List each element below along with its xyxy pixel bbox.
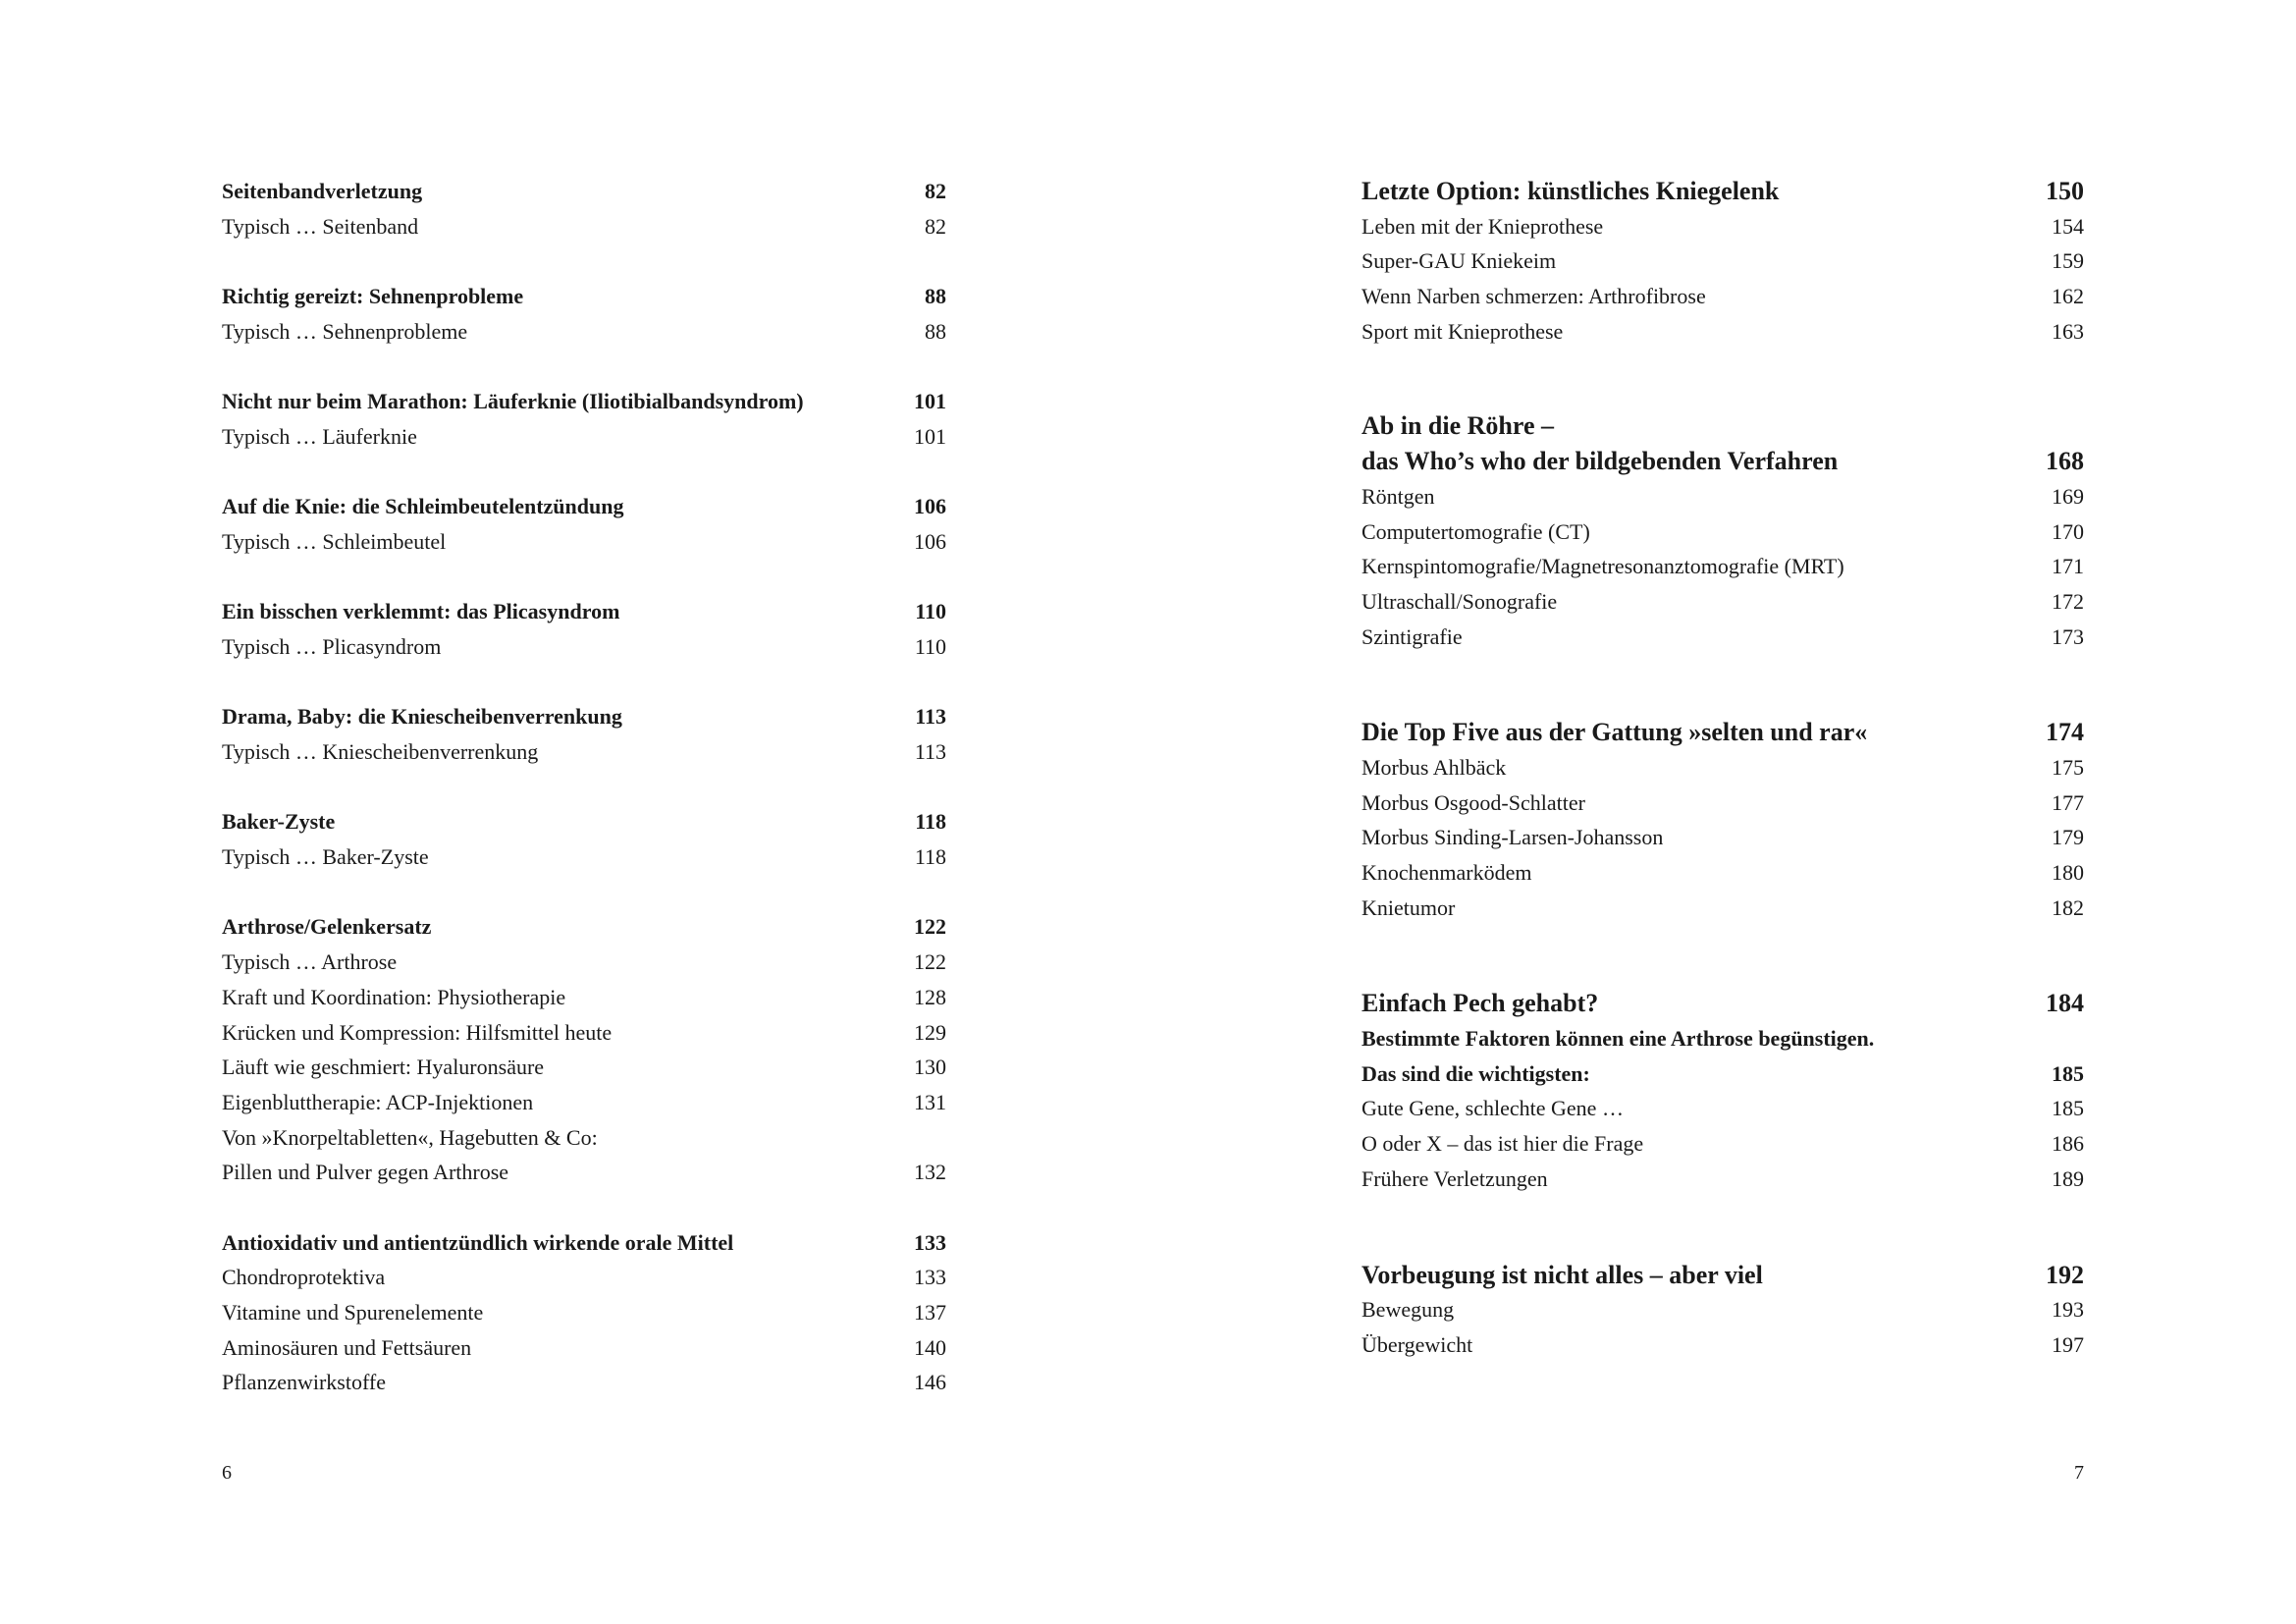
- toc-entry-page: 122: [914, 949, 946, 975]
- toc-entry-page: 88: [925, 284, 946, 309]
- toc-heading-entry: [1362, 174, 2084, 209]
- toc-entry: [1362, 1162, 2084, 1197]
- toc-entry: [1362, 479, 2084, 514]
- section-spacer: [222, 770, 946, 805]
- toc-entry: [1362, 514, 2084, 550]
- toc-heading-entry: [1362, 715, 2084, 750]
- toc-section: [222, 594, 946, 664]
- toc-entry: [222, 629, 946, 665]
- toc-entry-title: Läuft wie geschmiert: Hyaluronsäure: [222, 1055, 545, 1080]
- toc-entry-title: Auf die Knie: die Schleimbeutelentzündung: [222, 494, 624, 519]
- toc-entry-page: 110: [914, 633, 946, 659]
- toc-entry-page: 184: [2046, 989, 2084, 1018]
- toc-heading-entry: [1362, 408, 2084, 444]
- toc-entry-title: Vitamine und Spurenelemente: [222, 1300, 484, 1325]
- toc-entry-page: 137: [914, 1300, 946, 1325]
- toc-entry: [222, 1365, 946, 1400]
- toc-section: [1362, 986, 2084, 1196]
- toc-entry: [1362, 750, 2084, 785]
- toc-entry: [1362, 820, 2084, 855]
- toc-entry-page: 179: [2052, 825, 2084, 850]
- toc-entry-page: 169: [2052, 483, 2084, 509]
- toc-entry-title: Vorbeugung ist nicht alles – aber viel: [1362, 1260, 1763, 1289]
- toc-entry-title: Seitenbandverletzung: [222, 179, 423, 203]
- toc-entry-page: 192: [2046, 1260, 2084, 1289]
- toc-entry-page: 129: [914, 1019, 946, 1045]
- toc-entry-page: 162: [2052, 284, 2084, 309]
- toc-heading-entry: [1362, 1056, 2084, 1092]
- toc-entry-page: 189: [2052, 1165, 2084, 1191]
- toc-entry-title: Einfach Pech gehabt?: [1362, 989, 1599, 1018]
- toc-entry-page: 82: [925, 179, 946, 203]
- toc-section: [222, 804, 946, 874]
- toc-entry: [222, 1295, 946, 1330]
- toc-entry-title: Von »Knorpeltabletten«, Hagebutten & Co:: [222, 1124, 598, 1150]
- toc-entry-title: Richtig gereizt: Sehnenprobleme: [222, 284, 524, 309]
- toc-entry-page: 122: [914, 914, 946, 940]
- toc-entry-title: Arthrose/Gelenkersatz: [222, 914, 432, 940]
- toc-entry-page: 170: [2052, 518, 2084, 544]
- toc-entry-page: 175: [2052, 754, 2084, 780]
- toc-entry: [222, 1120, 946, 1156]
- toc-entry-page: 172: [2052, 588, 2084, 614]
- toc-entry: [222, 1260, 946, 1295]
- toc-entry-title: Knochenmarködem: [1362, 860, 1532, 885]
- toc-entry: [222, 980, 946, 1015]
- toc-entry-page: 131: [914, 1089, 946, 1114]
- toc-entry-page: 118: [915, 809, 946, 835]
- toc-entry-title: Kraft und Koordination: Physiotherapie: [222, 984, 566, 1009]
- toc-entry-title: O oder X – das ist hier die Frage: [1362, 1131, 1644, 1157]
- section-spacer: [222, 349, 946, 384]
- toc-right-column: [1362, 174, 2084, 1363]
- toc-entry-page: 163: [2052, 318, 2084, 344]
- toc-entry-title: Übergewicht: [1362, 1331, 1473, 1357]
- toc-entry-page: 197: [2052, 1331, 2084, 1357]
- toc-entry-title: Super-GAU Kniekeim: [1362, 248, 1557, 274]
- toc-entry-title: Wenn Narben schmerzen: Arthrofibrose: [1362, 284, 1706, 309]
- toc-entry-page: 171: [2052, 554, 2084, 579]
- toc-entry-page: 106: [914, 494, 946, 519]
- toc-entry: [1362, 279, 2084, 314]
- toc-entry-title: Leben mit der Knieprothese: [1362, 213, 1604, 239]
- toc-section: [222, 489, 946, 559]
- toc-entry: [222, 1015, 946, 1051]
- toc-entry: [1362, 785, 2084, 821]
- toc-section: [1362, 715, 2084, 925]
- toc-entry-title: Typisch … Schleimbeutel: [222, 528, 447, 554]
- toc-entry-page: 106: [914, 528, 946, 554]
- toc-entry: [222, 1050, 946, 1085]
- toc-entry-title: Das sind die wichtigsten:: [1362, 1060, 1590, 1086]
- toc-heading-entry: [1362, 1258, 2084, 1293]
- toc-entry-title: Bewegung: [1362, 1297, 1455, 1323]
- toc-entry-title: Ultraschall/Sonografie: [1362, 588, 1558, 614]
- toc-entry: [222, 839, 946, 875]
- toc-entry-page: 118: [914, 844, 946, 870]
- toc-entry: [222, 314, 946, 350]
- toc-section: [1362, 408, 2084, 654]
- section-spacer: [222, 455, 946, 490]
- toc-entry-title: Knietumor: [1362, 894, 1456, 920]
- toc-entry-title: Morbus Sinding-Larsen-Johansson: [1362, 825, 1664, 850]
- toc-entry-title: Antioxidativ und antientzündlich wirkende orale Mittel: [222, 1229, 734, 1255]
- toc-entry: [1362, 209, 2084, 244]
- toc-entry-title: Typisch … Arthrose: [222, 949, 398, 975]
- toc-entry-title: Typisch … Läuferknie: [222, 423, 417, 449]
- toc-entry: [1362, 1126, 2084, 1162]
- toc-heading-entry: [222, 174, 946, 209]
- toc-entry-title: Typisch … Kniescheibenverrenkung: [222, 739, 539, 764]
- toc-entry: [222, 209, 946, 244]
- toc-entry-page: 133: [914, 1265, 946, 1290]
- toc-entry-title: Eigenbluttherapie: ACP-Injektionen: [222, 1089, 534, 1114]
- toc-entry: [222, 734, 946, 770]
- toc-entry-title: Ein bisschen verklemmt: das Plicasyndrom: [222, 599, 620, 624]
- toc-entry-page: 150: [2046, 177, 2084, 205]
- toc-section: [1362, 174, 2084, 349]
- toc-entry-title: Typisch … Plicasyndrom: [222, 633, 442, 659]
- toc-entry: [1362, 620, 2084, 655]
- toc-entry-page: 182: [2052, 894, 2084, 920]
- toc-entry-title: Pillen und Pulver gegen Arthrose: [222, 1160, 509, 1185]
- toc-entry: [222, 1155, 946, 1190]
- toc-section: [222, 279, 946, 349]
- toc-heading-entry: [222, 594, 946, 629]
- section-spacer: [222, 875, 946, 910]
- toc-entry-title: Typisch … Sehnenprobleme: [222, 318, 468, 344]
- toc-entry-title: das Who’s who der bildgebenden Verfahren: [1362, 447, 1839, 476]
- toc-entry-title: Aminosäuren und Fettsäuren: [222, 1334, 472, 1360]
- toc-entry: [222, 945, 946, 980]
- section-spacer: [1362, 349, 2084, 408]
- toc-entry-title: Gute Gene, schlechte Gene …: [1362, 1096, 1624, 1121]
- toc-section: [222, 909, 946, 1190]
- toc-entry-page: 110: [915, 599, 946, 624]
- toc-entry: [1362, 855, 2084, 891]
- toc-entry-page: 159: [2052, 248, 2084, 274]
- toc-entry-title: Morbus Ahlbäck: [1362, 754, 1507, 780]
- toc-entry: [222, 419, 946, 455]
- toc-entry-title: Krücken und Kompression: Hilfsmittel heute: [222, 1019, 613, 1045]
- toc-entry-title: Sport mit Knieprothese: [1362, 318, 1564, 344]
- toc-heading-entry: [222, 489, 946, 524]
- page-number-right: 7: [2074, 1462, 2084, 1484]
- toc-entry-title: Frühere Verletzungen: [1362, 1165, 1548, 1191]
- toc-heading-entry: [222, 384, 946, 419]
- toc-entry-title: Szintigrafie: [1362, 623, 1463, 649]
- section-spacer: [222, 560, 946, 595]
- toc-entry-title: Nicht nur beim Marathon: Läuferknie (Iliotibialbandsyndrom): [222, 389, 804, 414]
- toc-entry-page: 128: [914, 984, 946, 1009]
- toc-entry: [1362, 1327, 2084, 1363]
- toc-heading-entry: [1362, 986, 2084, 1021]
- section-spacer: [1362, 1197, 2084, 1258]
- toc-entry-page: 146: [914, 1370, 946, 1395]
- toc-entry-title: Computertomografie (CT): [1362, 518, 1590, 544]
- toc-entry-page: 177: [2052, 789, 2084, 815]
- toc-entry-page: 185: [2052, 1060, 2084, 1086]
- toc-entry-title: Baker-Zyste: [222, 809, 336, 835]
- toc-entry-title: Ab in die Röhre –: [1362, 411, 1554, 441]
- toc-entry-title: Letzte Option: künstliches Kniegelenk: [1362, 177, 1780, 205]
- toc-entry-page: 186: [2052, 1131, 2084, 1157]
- toc-entry-page: 113: [914, 739, 946, 764]
- toc-entry-title: Typisch … Baker-Zyste: [222, 844, 429, 870]
- toc-entry-page: 173: [2052, 623, 2084, 649]
- toc-entry-page: 180: [2052, 860, 2084, 885]
- toc-section: [222, 384, 946, 454]
- toc-entry: [1362, 891, 2084, 926]
- toc-entry-page: 132: [914, 1160, 946, 1185]
- toc-entry-title: Chondroprotektiva: [222, 1265, 386, 1290]
- toc-left-column: [222, 174, 946, 1400]
- toc-entry-title: Kernspintomografie/Magnetresonanztomografie (MRT): [1362, 554, 1844, 579]
- toc-entry: [222, 1085, 946, 1120]
- toc-entry-page: 113: [915, 704, 946, 730]
- toc-entry-title: Röntgen: [1362, 483, 1435, 509]
- toc-entry-page: 140: [914, 1334, 946, 1360]
- toc-entry: [1362, 244, 2084, 279]
- toc-entry-title: Typisch … Seitenband: [222, 213, 419, 239]
- toc-section: [222, 1225, 946, 1400]
- toc-entry-page: 174: [2046, 718, 2084, 747]
- toc-heading-entry: [222, 909, 946, 945]
- toc-entry-page: 185: [2052, 1096, 2084, 1121]
- toc-heading-entry: [222, 699, 946, 734]
- toc-entry-page: 133: [914, 1229, 946, 1255]
- toc-entry: [1362, 549, 2084, 584]
- toc-entry-title: Drama, Baby: die Kniescheibenverrenkung: [222, 704, 622, 730]
- toc-entry-page: 154: [2052, 213, 2084, 239]
- toc-entry-page: 193: [2052, 1297, 2084, 1323]
- toc-section: [222, 699, 946, 769]
- toc-entry: [1362, 314, 2084, 350]
- toc-section: [1362, 1258, 2084, 1363]
- toc-entry: [222, 524, 946, 560]
- section-spacer: [1362, 925, 2084, 986]
- toc-heading-entry: [222, 279, 946, 314]
- toc-entry-page: 130: [914, 1055, 946, 1080]
- toc-entry: [222, 1330, 946, 1366]
- toc-entry-page: 88: [925, 318, 946, 344]
- toc-entry-page: 82: [925, 213, 946, 239]
- section-spacer: [1362, 654, 2084, 715]
- section-spacer: [222, 1190, 946, 1225]
- section-spacer: [222, 665, 946, 700]
- section-spacer: [222, 244, 946, 279]
- toc-heading-entry: [1362, 444, 2084, 479]
- toc-section: [222, 174, 946, 244]
- page-number-left: 6: [222, 1462, 232, 1484]
- toc-entry: [1362, 584, 2084, 620]
- toc-entry-page: 101: [914, 423, 946, 449]
- toc-entry-page: 168: [2046, 447, 2084, 476]
- toc-entry-title: Pflanzenwirkstoffe: [222, 1370, 386, 1395]
- toc-entry: [1362, 1292, 2084, 1327]
- toc-heading-entry: [222, 1225, 946, 1261]
- toc-entry-title: Die Top Five aus der Gattung »selten und rar«: [1362, 718, 1868, 747]
- toc-entry-title: Morbus Osgood-Schlatter: [1362, 789, 1585, 815]
- toc-entry: [1362, 1091, 2084, 1126]
- toc-heading-entry: [1362, 1021, 2084, 1056]
- toc-entry-title: Bestimmte Faktoren können eine Arthrose begünstigen.: [1362, 1026, 1875, 1052]
- toc-heading-entry: [222, 804, 946, 839]
- toc-entry-page: 101: [914, 389, 946, 414]
